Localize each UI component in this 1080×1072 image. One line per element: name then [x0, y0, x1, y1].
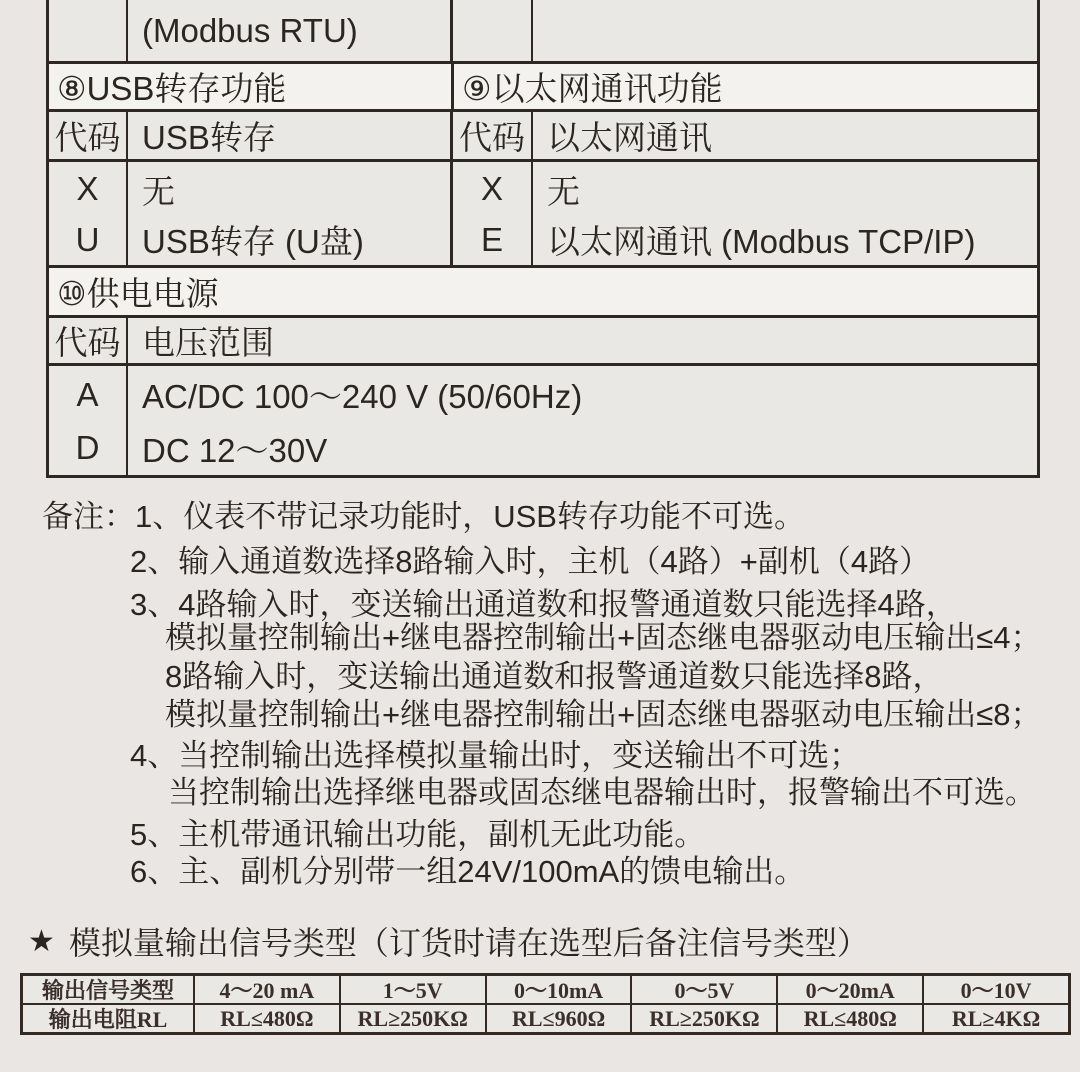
power-codes-cell	[49, 366, 128, 475]
table-row-power-headers	[49, 318, 1037, 366]
empty-code-cell	[49, 0, 128, 61]
table-row-power-options	[49, 366, 1037, 478]
resistance-label: 输出电阻RL	[23, 1005, 195, 1032]
resistance-value: RL≤480Ω	[195, 1005, 341, 1032]
analog-output-heading-text: 模拟量输出信号类型（订货时请在选型后备注信号类型）	[68, 925, 869, 961]
usb-code-x: X	[76, 170, 99, 208]
power-desc-acdc: AC/DC 100～240 V (50/60Hz)	[142, 378, 583, 416]
resistance-value: RL≥250KΩ	[632, 1005, 778, 1032]
resistance-row	[23, 1005, 1068, 1032]
table-row-modbus-continuation	[49, 0, 1037, 64]
note-line: 6、主、副机分别带一组24V/100mA的馈电输出。	[130, 854, 806, 889]
ethernet-descs-cell	[533, 162, 1037, 265]
note-line: 模拟量控制输出+继电器控制输出+固态继电器驱动电压输出≤8；	[165, 697, 1042, 732]
usb-descs-cell	[128, 162, 453, 265]
ethernet-code-e: E	[480, 220, 503, 258]
signal-type-table	[20, 973, 1071, 1035]
ethernet-codes-cell	[453, 162, 533, 265]
usb-desc-header: USB转存	[128, 112, 453, 159]
note-line: 2、输入通道数选择8路输入时，主机（4路）+副机（4路）	[130, 544, 931, 579]
resistance-value: RL≤960Ω	[487, 1005, 633, 1032]
note-line: 当控制输出选择继电器或固态继电器输出时，报警输出不可选。	[168, 775, 1036, 810]
usb-desc-udisk: USB转存 (U盘)	[142, 223, 364, 261]
usb-codes-cell	[49, 162, 128, 265]
power-descs-cell	[128, 366, 1037, 475]
usb-desc-none: 无	[142, 172, 175, 210]
usb-code-u: U	[75, 220, 100, 258]
note-line: 备注：1、仪表不带记录功能时，USB转存功能不可选。	[42, 499, 805, 534]
ethernet-desc-tcpip: 以太网通讯 (Modbus TCP/IP)	[547, 223, 976, 261]
empty-desc-cell	[533, 0, 1037, 61]
signal-type-value: 0～10V	[960, 978, 1032, 1003]
table-row-usb-ethernet-options	[49, 162, 1037, 268]
note-line: 5、主机带通讯输出功能，副机无此功能。	[130, 817, 706, 852]
signal-type-row	[23, 976, 1068, 1005]
table-row-section-titles	[49, 64, 1037, 112]
power-code-d: D	[75, 429, 100, 467]
star-icon: ★	[28, 924, 55, 958]
power-code-header: 代码	[49, 318, 128, 363]
empty-code-cell	[453, 0, 533, 61]
signal-type-label: 输出信号类型	[23, 976, 195, 1003]
signal-type-value: 4～20 mA	[195, 976, 341, 1003]
usb-section-title: ⑧USB转存功能	[49, 64, 454, 109]
ethernet-code-header: 代码	[453, 112, 533, 159]
ethernet-section-title: ⑨以太网通讯功能	[462, 70, 723, 107]
modbus-rtu-text: (Modbus RTU)	[142, 11, 358, 49]
power-code-a: A	[76, 375, 99, 413]
ethernet-desc-none: 无	[547, 172, 580, 210]
power-desc-header: 电压范围	[142, 324, 274, 361]
ethernet-desc-header: 以太网通讯	[547, 119, 712, 156]
modbus-rtu-cell	[128, 0, 453, 61]
signal-type-value: 0～5V	[632, 976, 778, 1003]
ethernet-code-x: X	[480, 170, 503, 208]
note-line: 8路输入时，变送输出通道数和报警通道数只能选择8路，	[165, 659, 944, 694]
signal-type-value: 0～10mA	[487, 976, 633, 1003]
resistance-value: RL≥250KΩ	[341, 1005, 487, 1032]
signal-type-value: 0～20mA	[778, 976, 924, 1003]
usb-code-header: 代码	[49, 112, 128, 159]
signal-type-value: 1～5V	[341, 976, 487, 1003]
selection-table	[46, 0, 1040, 478]
table-row-column-headers	[49, 112, 1037, 162]
note-line: 模拟量控制输出+继电器控制输出+固态继电器驱动电压输出≤4；	[165, 620, 1042, 655]
table-row-power-title	[49, 268, 1037, 318]
note-line: 4、当控制输出选择模拟量输出时，变送输出不可选；	[130, 738, 861, 773]
note-line: 3、4路输入时，变送输出通道数和报警通道数只能选择4路，	[130, 587, 957, 622]
resistance-value: RL≥4KΩ	[951, 1005, 1041, 1031]
power-section-title: ⑩供电电源	[57, 275, 219, 312]
analog-output-heading	[28, 918, 869, 964]
power-desc-dc: DC 12～30V	[142, 431, 328, 469]
resistance-value: RL≤480Ω	[778, 1005, 924, 1032]
